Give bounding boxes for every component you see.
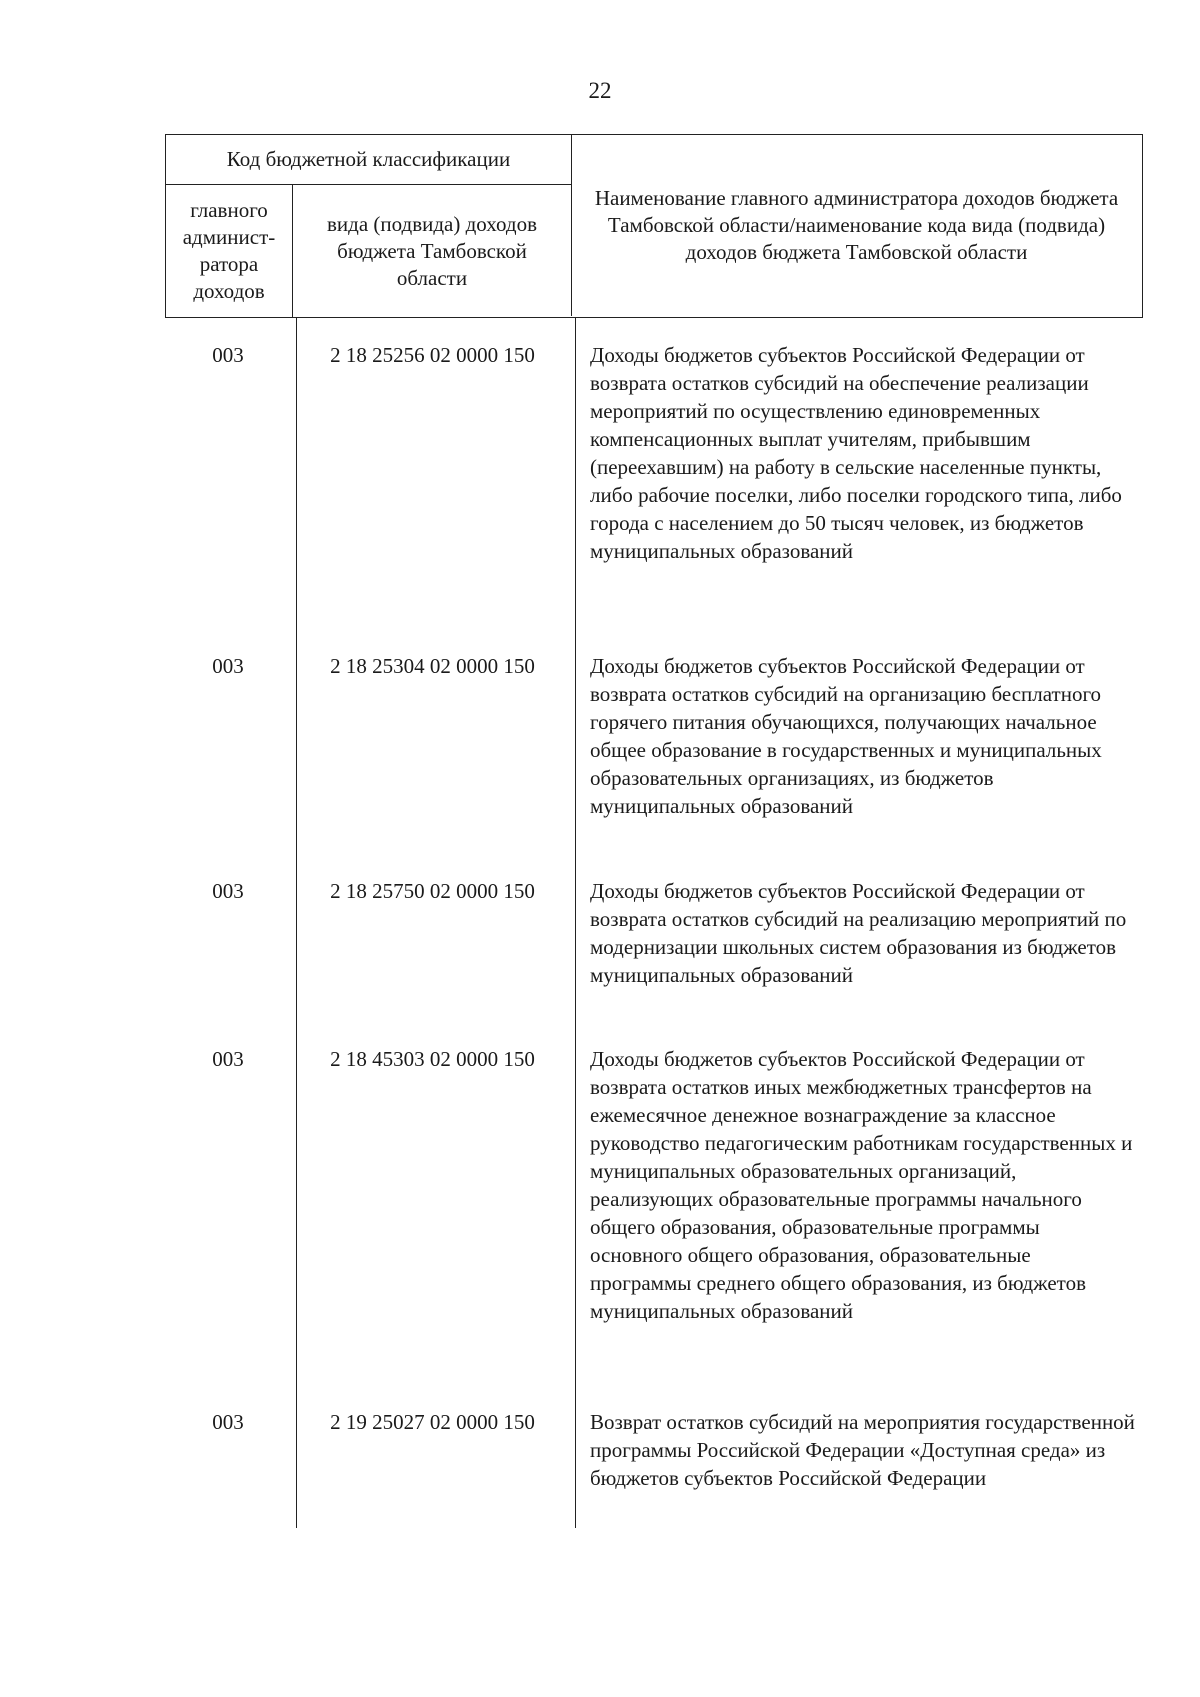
page-number: 22 <box>588 78 612 103</box>
income-code-cell: 2 18 45303 02 0000 150 <box>330 1047 535 1071</box>
admin-code-cell: 003 <box>212 654 244 678</box>
admin-code-cell: 003 <box>212 879 244 903</box>
income-description-cell: Возврат остатков субсидий на мероприятия государственной программы Российской Федерации «Доступная среда» из бюджетов субъектов Российской Федерации <box>590 1410 1135 1490</box>
table-header <box>165 134 1143 318</box>
income-description-cell: Доходы бюджетов субъектов Российской Федерации от возврата остатков субсидий на обеспечение реализации мероприятий по осуществлению единовременных компенсационных выплат учителям, прибывшим (переехавшим) на работу в сельские населенные пункты, либо рабочие поселки, либо поселки городского типа, либо города с населением до 50 тысяч человек, из бюджетов муниципальных образований <box>590 343 1122 563</box>
header-administrator-name: Наименование главного администратора доходов бюджета Тамбовской области/наименование кода вида (подвида) доходов бюджета Тамбовской области <box>571 135 1141 316</box>
admin-code-cell: 003 <box>212 1410 244 1434</box>
header-main-administrator: главного админист-ратора доходов <box>182 198 276 303</box>
column-divider-2 <box>575 318 576 1528</box>
income-code-cell: 2 18 25256 02 0000 150 <box>330 343 535 367</box>
income-code-cell: 2 18 25304 02 0000 150 <box>330 654 535 678</box>
header-budget-classification-code: Код бюджетной классификации <box>166 135 571 185</box>
admin-code-cell: 003 <box>212 343 244 367</box>
income-code-cell: 2 19 25027 02 0000 150 <box>330 1410 535 1434</box>
income-description-cell: Доходы бюджетов субъектов Российской Федерации от возврата остатков субсидий на реализацию мероприятий по модернизации школьных систем образования из бюджетов муниципальных образований <box>590 879 1127 987</box>
column-divider-1 <box>296 318 297 1528</box>
admin-code-cell: 003 <box>212 1047 244 1071</box>
income-code-cell: 2 18 25750 02 0000 150 <box>330 879 535 903</box>
header-income-kind: вида (подвида) доходов бюджета Тамбовской области <box>292 185 571 317</box>
income-description-cell: Доходы бюджетов субъектов Российской Федерации от возврата остатков субсидий на организацию бесплатного горячего питания обучающихся, получающих начальное общее образование в государственных и муниципальных образовательных организациях, из бюджетов муниципальных образований <box>590 654 1102 818</box>
income-description-cell: Доходы бюджетов субъектов Российской Федерации от возврата остатков иных межбюджетных трансфертов на ежемесячное денежное вознаграждение за классное руководство педагогическим работникам государственных и муниципальных образовательных организаций, реализующих образовательные программы начального общего образования, образовательные программы основного общего образования, образовательные программы среднего общего образования, из бюджетов муниципальных образований <box>590 1047 1133 1323</box>
